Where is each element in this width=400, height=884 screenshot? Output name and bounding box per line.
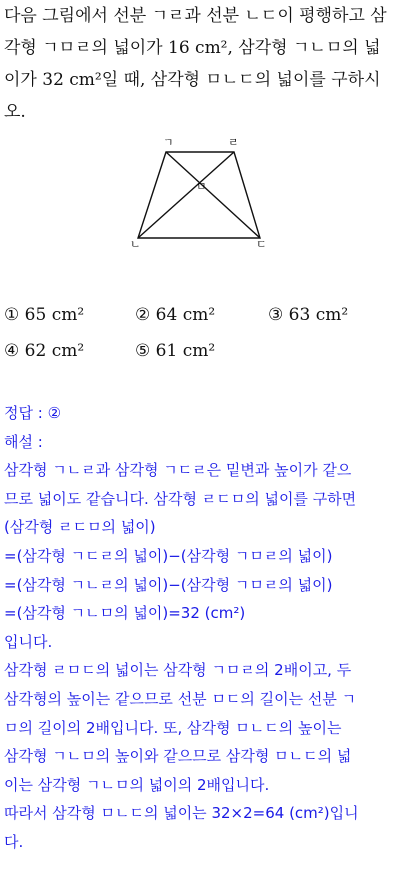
solution-line: 따라서 삼각형 ㅁㄴㄷ의 넓이는 32×2=64 (cm²)입니 bbox=[4, 804, 359, 823]
choice-number: ③ bbox=[268, 305, 284, 325]
solution-line: =(삼각형 ㄱㄴㄹ의 넓이)−(삼각형 ㄱㅁㄹ의 넓이) bbox=[4, 575, 333, 594]
diagonal-a-c bbox=[166, 152, 260, 238]
choice-text: 65 cm² bbox=[24, 305, 85, 325]
explanation-heading: 해설 : bbox=[4, 432, 43, 451]
trapezoid-figure bbox=[130, 132, 274, 250]
solution-section bbox=[4, 399, 398, 857]
vertex-label-b: ㄴ bbox=[130, 238, 141, 250]
choice-number: ① bbox=[4, 305, 20, 325]
solution-line: 다. bbox=[4, 832, 24, 851]
choice-text: 64 cm² bbox=[155, 305, 216, 325]
problem-line: 다음 그림에서 선분 ㄱㄹ과 선분 ㄴㄷ이 평행하고 삼 bbox=[4, 6, 387, 26]
choice-text: 62 cm² bbox=[24, 341, 85, 361]
vertex-label-d: ㄹ bbox=[228, 136, 239, 149]
problem-line: 이가 32 cm²일 때, 삼각형 ㅁㄴㄷ의 넓이를 구하시 bbox=[4, 70, 381, 90]
solution-line: =(삼각형 ㄱㄴㅁ의 넓이)=32 (cm²) bbox=[4, 604, 246, 623]
trapezoid-outline bbox=[138, 152, 260, 238]
choice-4 bbox=[4, 339, 84, 363]
solution-line: =(삼각형 ㄱㄷㄹ의 넓이)−(삼각형 ㄱㅁㄹ의 넓이) bbox=[4, 546, 333, 565]
choice-2 bbox=[135, 303, 215, 327]
choice-3 bbox=[268, 303, 348, 327]
solution-line: 삼각형의 높이는 같으므로 선분 ㅁㄷ의 길이는 선분 ㄱ bbox=[4, 689, 357, 708]
solution-line: 이는 삼각형 ㄱㄴㅁ의 넓이의 2배입니다. bbox=[4, 775, 270, 794]
solution-line: 삼각형 ㄹㅁㄷ의 넓이는 삼각형 ㄱㅁㄹ의 2배이고, 두 bbox=[4, 661, 352, 680]
choice-5 bbox=[135, 339, 215, 363]
trapezoid-diagram bbox=[130, 132, 274, 250]
choice-1 bbox=[4, 303, 84, 327]
solution-line: ㅁ의 길이의 2배입니다. 또, 삼각형 ㅁㄴㄷ의 높이는 bbox=[4, 718, 342, 737]
vertex-label-a: ㄱ bbox=[163, 136, 174, 149]
solution-line: 삼각형 ㄱㄴㅁ의 높이와 같으므로 삼각형 ㅁㄴㄷ의 넓 bbox=[4, 747, 352, 766]
choice-number: ④ bbox=[4, 341, 20, 361]
solution-line: (삼각형 ㄹㄷㅁ의 넓이) bbox=[4, 518, 156, 537]
answer-line: 정답 : ② bbox=[4, 404, 62, 422]
choice-text: 61 cm² bbox=[155, 341, 216, 361]
problem-line: 각형 ㄱㅁㄹ의 넓이가 16 cm², 삼각형 ㄱㄴㅁ의 넓 bbox=[4, 38, 381, 58]
solution-line: 삼각형 ㄱㄴㄹ과 삼각형 ㄱㄷㄹ은 밑변과 높이가 같으 bbox=[4, 461, 352, 480]
vertex-label-c: ㄷ bbox=[256, 238, 267, 250]
problem-line: 오. bbox=[4, 102, 26, 122]
choice-text: 63 cm² bbox=[288, 305, 349, 325]
choice-number: ② bbox=[135, 305, 151, 325]
choice-number: ⑤ bbox=[135, 341, 151, 361]
solution-line: 므로 넓이도 같습니다. 삼각형 ㄹㄷㅁ의 넓이를 구하면 bbox=[4, 489, 357, 508]
intersection-label-m: ㅁ bbox=[196, 180, 207, 193]
solution-line: 입니다. bbox=[4, 632, 53, 651]
problem-statement bbox=[4, 0, 398, 128]
